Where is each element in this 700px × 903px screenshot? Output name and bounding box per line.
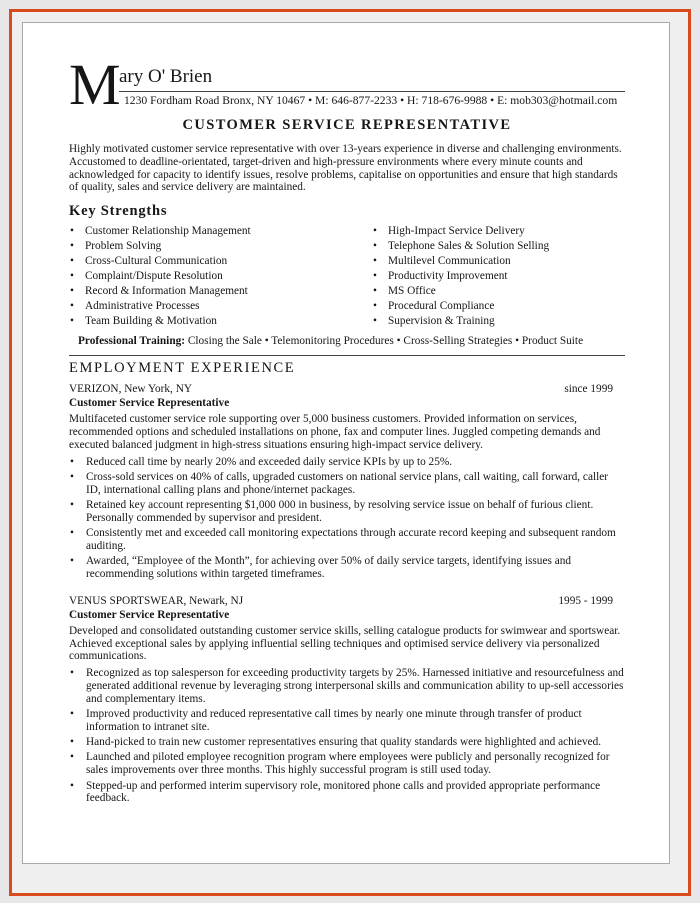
strength-item: • Cross-Cultural Communication (70, 254, 373, 269)
strength-item: • MS Office (373, 284, 549, 299)
job-header (69, 595, 625, 608)
professional-training-label: Professional Training: (78, 335, 186, 348)
job-company: VERIZON, New York, NY (69, 383, 193, 396)
job-role: Customer Service Representative (69, 608, 230, 621)
job-achievements (69, 456, 625, 581)
achievement-item: • Retained key account representing $1,000 000 in business, by resolving service issue on behalf of furious client. Personally commended by supervisor and president. (69, 499, 625, 525)
contact-line: 1230 Fordham Road Bronx, NY 10467 • M: 646-877-2233 • H: 718-676-9988 • E: mob303@hotmail.com (124, 94, 618, 107)
achievement-item: • Launched and piloted employee recognition program where employees were publicly and personally recognized for sales improvements over three months. This highly successful program is still used today. (69, 751, 625, 777)
achievement-item: • Reduced call time by nearly 20% and exceeded daily service KPIs by up to 25%. (69, 456, 625, 469)
job-dates: since 1999 (564, 383, 613, 396)
strength-item: • Customer Relationship Management (70, 224, 373, 239)
strength-item: • Record & Information Management (70, 284, 373, 299)
job-description: Multifaceted customer service role supporting over 5,000 business customers. Provided information on services, recommended options and scheduled installations on phone, fax and computer lines. Juggled competing demands and executed balanced judgment in high-stress situations ensuring high-impact service delivery. (69, 413, 601, 451)
strengths-column-1 (70, 224, 373, 329)
name-initial: M (69, 52, 121, 117)
candidate-name: ary O' Brien (119, 66, 213, 87)
achievement-item: • Stepped-up and performed interim supervisory role, monitored phone calls and provided appropriate performance feedback. (69, 780, 625, 806)
resume-header (69, 52, 625, 130)
achievement-item: • Hand-picked to train new customer representatives ensuring that quality standards were highlighted and achieved. (69, 736, 625, 749)
strength-item: • Productivity Improvement (373, 269, 549, 284)
strength-item: • Team Building & Motivation (70, 314, 373, 329)
strength-item: • Complaint/Dispute Resolution (70, 269, 373, 284)
resume-content (69, 52, 625, 808)
job-entry-venus-sportswear (69, 595, 625, 805)
professional-training (78, 334, 625, 349)
achievement-item: • Cross-sold services on 40% of calls, upgraded customers on national service plans, call waiting, call forward, caller ID, international calling plans and phone/internet packages. (69, 471, 625, 497)
resume-page (22, 22, 670, 864)
summary-paragraph: Highly motivated customer service representative with over 13-years experience in diverse and challenging environments. Accustomed to deadline-orientated, target-driven and high-pressure environments where every minute counts and acknowledged for capacity to identify issues, resolve problems, capitalise on opportunities and ensure that high standards of quality, sales and service delivery are maintained. (69, 143, 622, 194)
strength-item: • Administrative Processes (70, 299, 373, 314)
job-achievements (69, 667, 625, 805)
strength-item: • Procedural Compliance (373, 299, 549, 314)
job-title-heading: CUSTOMER SERVICE REPRESENTATIVE (182, 117, 512, 133)
strength-item: • Multilevel Communication (373, 254, 549, 269)
strength-item: • Telephone Sales & Solution Selling (373, 239, 549, 254)
key-strengths-list (70, 224, 625, 329)
achievement-item: • Improved productivity and reduced representative call times by nearly one minute through transfer of product information to intranet site. (69, 708, 625, 734)
employment-heading: EMPLOYMENT EXPERIENCE (69, 360, 296, 377)
job-description: Developed and consolidated outstanding customer service skills, selling catalogue products for swimwear and sportswear. Achieved exceptional sales by applying influential selling techniques and optimised service delivery via personalized communications. (69, 624, 621, 663)
strengths-column-2 (373, 224, 549, 329)
job-entry-verizon (69, 383, 625, 581)
header-rule (119, 91, 625, 92)
job-role: Customer Service Representative (69, 397, 230, 410)
section-divider (69, 355, 625, 356)
job-company: VENUS SPORTSWEAR, Newark, NJ (69, 594, 244, 607)
achievement-item: • Recognized as top salesperson for exceeding productivity targets by 25%. Harnessed initiative and resourcefulness and generated additional revenue by leveraging strong interpersonal skills and communication ability to up-sell accessories and complementary items. (69, 667, 625, 705)
achievement-item: • Consistently met and exceeded call monitoring expectations through accurate record keeping and subsequent random auditing. (69, 527, 625, 553)
achievement-item: • Awarded, “Employee of the Month”, for achieving over 50% of daily service targets, identifying issues and recommending solutions within targeted timeframes. (69, 555, 625, 581)
strength-item: • High-Impact Service Delivery (373, 224, 549, 239)
strength-item: • Supervision & Training (373, 314, 549, 329)
professional-training-text: Closing the Sale • Telemonitoring Procedures • Cross-Selling Strategies • Product Suite (187, 335, 584, 348)
job-dates: 1995 - 1999 (558, 594, 613, 607)
job-header (69, 383, 625, 396)
strength-item: • Problem Solving (70, 239, 373, 254)
key-strengths-heading: Key Strengths (69, 203, 168, 220)
